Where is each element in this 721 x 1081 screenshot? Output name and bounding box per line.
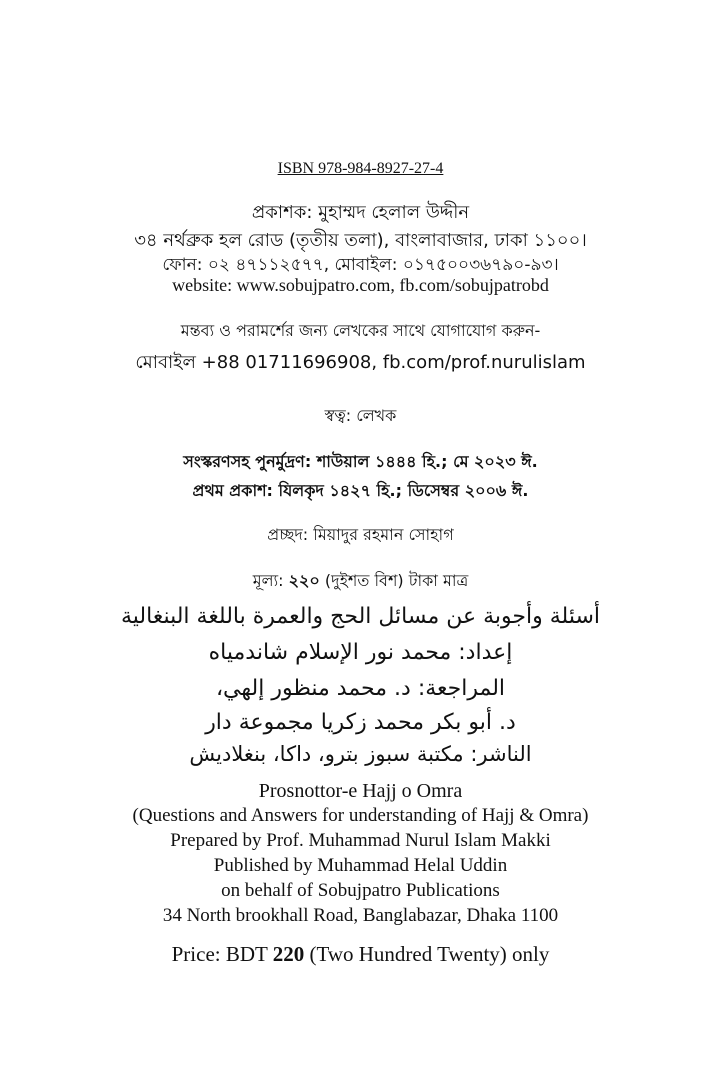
english-published: Published by Muhammad Helal Uddin bbox=[213, 855, 508, 876]
english-price bbox=[0, 942, 721, 967]
arabic-publisher: الناشر: مكتبة سبوز بترو، داكا، بنغلاديش bbox=[189, 742, 532, 766]
price-label: মূল্য: bbox=[252, 571, 289, 590]
arabic-prepared: إعداد: محمد نور الإسلام شاندمياه bbox=[208, 640, 513, 665]
english-behalf: on behalf of Sobujpatro Publications bbox=[221, 880, 500, 901]
english-subtitle: (Questions and Answers for understanding of Hajj & Omra) bbox=[132, 805, 589, 826]
price-rest: (দুইশত বিশ) টাকা মাত্র bbox=[319, 571, 469, 590]
english-title: Prosnottor-e Hajj o Omra bbox=[258, 780, 463, 802]
contact-mobile: মোবাইল +88 01711696908, fb.com/prof.nurulislam bbox=[135, 352, 586, 373]
english-price-rest: (Two Hundred Twenty) only bbox=[304, 942, 550, 966]
arabic-reviewed-2: د. أبو بكر محمد زكريا مجموعة دار bbox=[205, 710, 516, 735]
isbn: ISBN 978-984-8927-27-4 bbox=[277, 160, 444, 177]
arabic-reviewed: المراجعة: د. محمد منظور إلهي، bbox=[215, 676, 506, 701]
copyright: স্বত্ব: লেখক bbox=[324, 406, 397, 425]
english-price-amount: 220 bbox=[272, 942, 305, 966]
edition-first: প্রথম প্রকাশ: যিলকৃদ ১৪২৭ হি.; ডিসেম্বর ২০০৬ ঈ. bbox=[192, 481, 529, 500]
publisher-website: website: www.sobujpatro.com, fb.com/sobujpatrobd bbox=[172, 275, 549, 295]
publisher-address: ৩৪ নর্থব্রুক হল রোড (তৃতীয় তলা), বাংলাবাজার, ঢাকা ১১০০। bbox=[134, 230, 587, 251]
english-prepared: Prepared by Prof. Muhammad Nurul Islam Makki bbox=[170, 830, 551, 851]
contact-note: মন্তব্য ও পরামর্শের জন্য লেখকের সাথে যোগাযোগ করুন- bbox=[180, 321, 541, 340]
publisher-name: প্রকাশক: মুহাম্মদ হেলাল উদ্দীন bbox=[251, 202, 470, 223]
edition-reprint: সংস্করণসহ পুনর্মুদ্রণ: শাউয়াল ১৪৪৪ হি.; মে ২০২৩ ঈ. bbox=[183, 452, 538, 471]
price-bengali bbox=[0, 568, 721, 595]
english-address: 34 North brookhall Road, Banglabazar, Dhaka 1100 bbox=[162, 905, 559, 926]
publisher-phone: ফোন: ০২ ৪৭১১২৫৭৭, মোবাইল: ০১৭৫০০৩৬৭৯০-৯৩। bbox=[162, 255, 559, 275]
english-price-label: Price: BDT bbox=[171, 942, 273, 966]
price-amount: ২২০ bbox=[288, 571, 320, 590]
cover-designer: প্রচ্ছদ: মিয়াদুর রহমান সোহাগ bbox=[267, 525, 454, 544]
arabic-title: أسئلة وأجوبة عن مسائل الحج والعمرة باللغة البنغالية bbox=[120, 604, 601, 629]
